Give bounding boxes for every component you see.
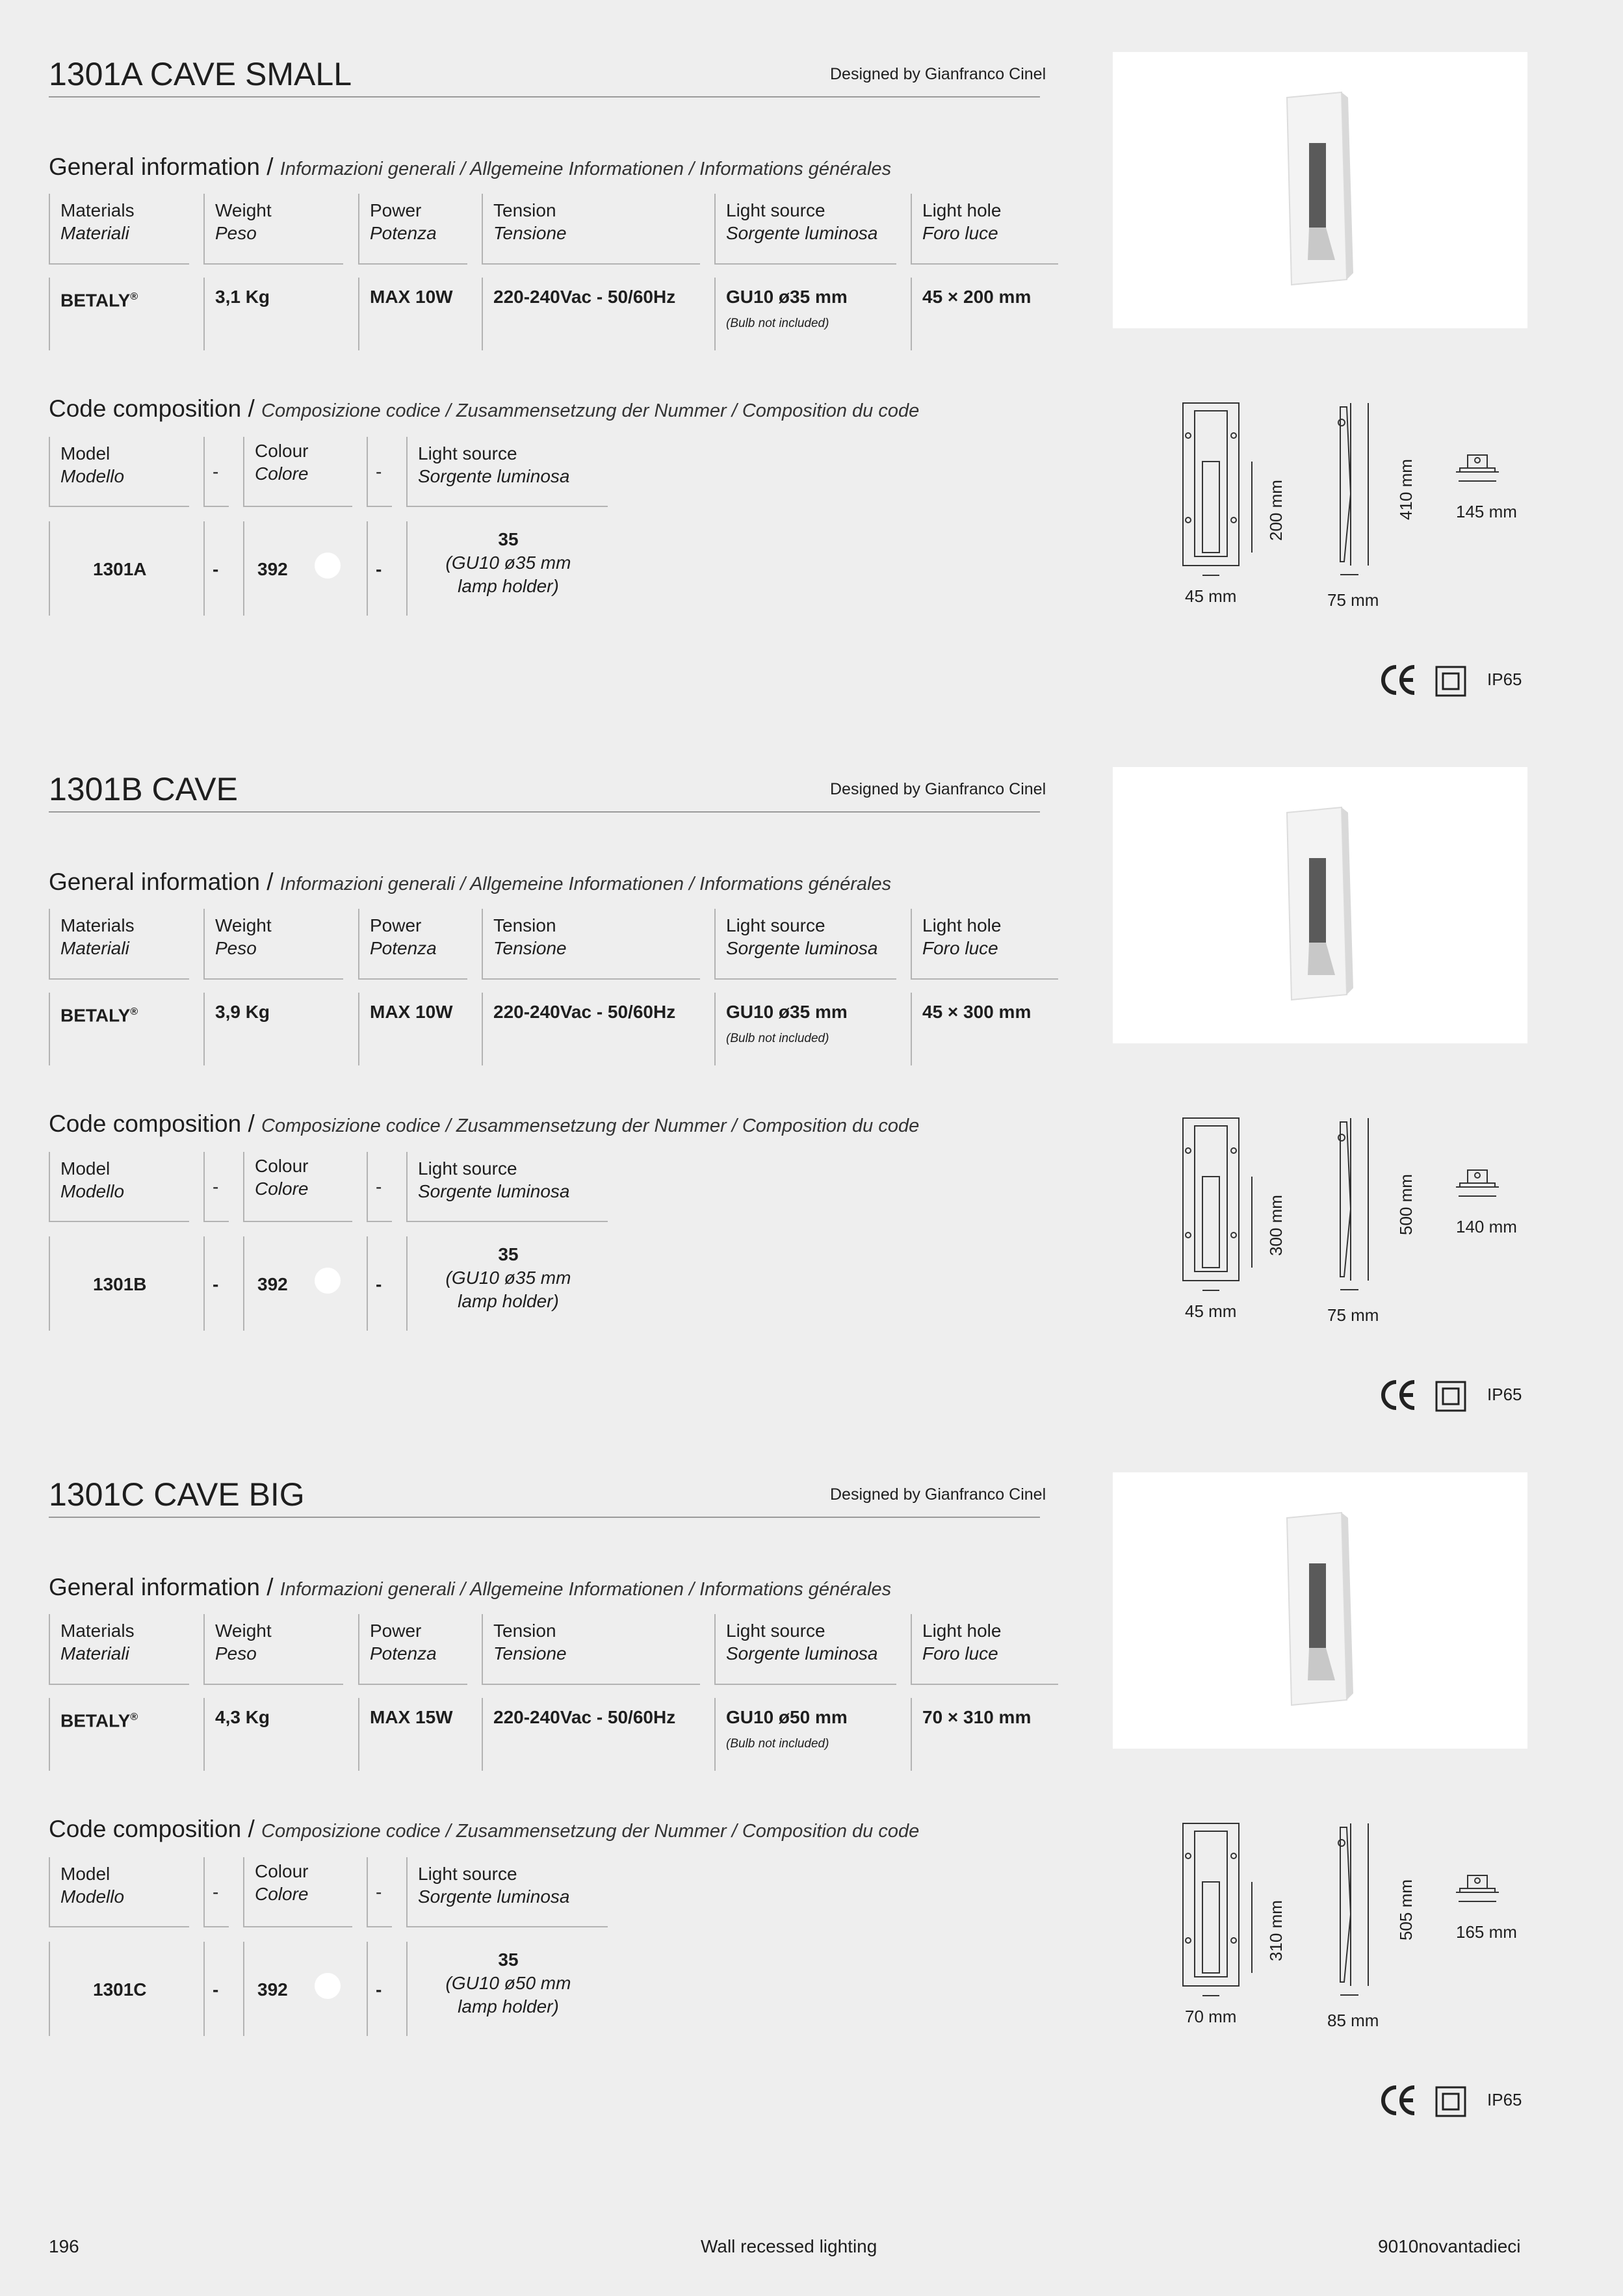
code-composition-subtitle: Composizione codice / Zusammensetzung der Nummer / Composition du code — [261, 400, 920, 421]
header-en: Light source — [726, 915, 825, 935]
light-source-code-block — [408, 1948, 609, 2018]
header-light-source — [714, 194, 896, 265]
header-en: Light source — [726, 200, 825, 220]
header-en: Light hole — [922, 915, 1002, 935]
value-light-hole: 45 × 200 mm — [911, 278, 1058, 350]
lamp-holder-line1: (GU10 ø35 mm — [445, 1268, 571, 1288]
colour-code: 392 — [257, 559, 288, 579]
light-source-code-block — [408, 528, 609, 598]
header-en: Power — [370, 200, 422, 220]
ce-mark-e — [1401, 667, 1414, 693]
certifications — [1377, 2083, 1468, 2119]
class2-inner — [1443, 673, 1459, 689]
designer-credit: Designed by Gianfranco Cinel — [830, 780, 1046, 798]
header-it: Sorgente luminosa — [726, 223, 878, 243]
side-view — [1338, 403, 1368, 575]
front-view — [1183, 403, 1252, 575]
header-it: Tensione — [493, 938, 567, 958]
light-source-code-cell — [406, 521, 608, 616]
separator-dash: - — [376, 1882, 382, 1902]
general-info-title: General information / — [49, 153, 274, 180]
header-power — [358, 1614, 467, 1685]
class2-icon — [1436, 1382, 1465, 1411]
front-width-label: 45 mm — [1185, 586, 1237, 606]
front-height-label: 300 mm — [1266, 1195, 1286, 1256]
ip-rating: IP65 — [1487, 2090, 1522, 2109]
value-light-hole: 45 × 300 mm — [911, 993, 1058, 1065]
header-en: Model — [60, 1158, 110, 1179]
separator-dash: - — [376, 462, 382, 482]
header-it: Foro luce — [922, 223, 998, 243]
lamp-holder-line2: lamp holder) — [458, 1996, 559, 2016]
value-power: MAX 10W — [358, 993, 467, 1065]
ip-rating: IP65 — [1487, 1385, 1522, 1404]
separator-cell — [367, 1857, 392, 1927]
header-it: Modello — [60, 1181, 125, 1201]
header-en: Light source — [418, 1158, 517, 1179]
depth-label: 145 mm — [1456, 502, 1517, 521]
product-photo-svg — [1113, 52, 1527, 328]
title-divider — [49, 96, 1040, 98]
header-model — [49, 1152, 189, 1222]
header-code-light-source — [406, 437, 608, 507]
ce-mark-e — [1401, 2087, 1414, 2113]
value-materials — [49, 278, 189, 350]
code-composition-subtitle: Composizione codice / Zusammensetzung der Nummer / Composition du code — [261, 1821, 920, 1842]
code-composition-heading — [49, 1816, 919, 1843]
header-en: Model — [60, 1864, 110, 1884]
title-divider — [49, 1517, 1040, 1518]
general-info-title: General information / — [49, 868, 274, 895]
side-width-label: 75 mm — [1327, 590, 1379, 610]
lamp-holder-line2: lamp holder) — [458, 576, 559, 596]
header-en: Light source — [726, 1621, 825, 1641]
header-code-light-source — [406, 1152, 608, 1222]
product-title: 1301C CAVE BIG — [49, 1476, 305, 1513]
side-view — [1338, 1118, 1368, 1290]
model-code: 1301A — [93, 559, 147, 579]
value-tension: 220-240Vac - 50/60Hz — [482, 993, 700, 1065]
light-source-value: GU10 ø50 mm — [726, 1707, 848, 1727]
header-light-hole — [911, 194, 1058, 265]
designer-credit: Designed by Gianfranco Cinel — [830, 1485, 1046, 1504]
value-light-hole: 70 × 310 mm — [911, 1698, 1058, 1771]
separator-dash: - — [213, 1979, 219, 2000]
value-power: MAX 10W — [358, 278, 467, 350]
header-weight — [203, 909, 343, 980]
separator-dash: - — [213, 462, 219, 482]
header-it: Foro luce — [922, 1643, 998, 1663]
header-it: Tensione — [493, 1643, 567, 1663]
code-composition-heading — [49, 395, 919, 423]
header-it: Potenza — [370, 1643, 437, 1663]
header-colour — [243, 1152, 352, 1222]
value-weight: 3,9 Kg — [203, 993, 343, 1065]
depth-label: 165 mm — [1456, 1922, 1517, 1942]
value-weight: 3,1 Kg — [203, 278, 343, 350]
side-view — [1338, 1823, 1368, 1995]
header-it: Potenza — [370, 938, 437, 958]
registered-mark: ® — [130, 1006, 138, 1017]
front-width-label: 45 mm — [1185, 1301, 1237, 1321]
header-materials — [49, 909, 189, 980]
header-en: Power — [370, 915, 422, 935]
header-weight — [203, 1614, 343, 1685]
lamp-holder-line1: (GU10 ø35 mm — [445, 553, 571, 573]
value-materials — [49, 993, 189, 1065]
header-it: Sorgente luminosa — [726, 938, 878, 958]
model-code: 1301C — [93, 1979, 147, 2000]
separator-dash: - — [213, 559, 219, 579]
colour-cell — [243, 521, 352, 616]
header-en: Light source — [418, 1864, 517, 1884]
separator-dash: - — [213, 1177, 219, 1197]
product-section — [0, 741, 1623, 1450]
colour-swatch — [315, 553, 341, 579]
header-en: Tension — [493, 915, 556, 935]
product-photo — [1113, 767, 1527, 1043]
header-en: Materials — [60, 915, 135, 935]
header-en: Weight — [215, 915, 272, 935]
class2-icon — [1436, 2087, 1465, 2116]
general-info-subtitle: Informazioni generali / Allgemeine Informationen / Informations générales — [279, 1579, 892, 1600]
general-info-title: General information / — [49, 1574, 274, 1600]
header-light-hole — [911, 909, 1058, 980]
value-light-source — [714, 993, 896, 1065]
separator-cell — [367, 1152, 392, 1222]
header-en: Weight — [215, 200, 272, 220]
header-it: Colore — [255, 463, 309, 484]
header-en: Tension — [493, 1621, 556, 1641]
material-value: BETALY — [60, 290, 131, 311]
separator-cell — [203, 1236, 229, 1331]
separator-cell — [203, 1857, 229, 1927]
separator-dash: - — [376, 1274, 382, 1294]
header-en: Materials — [60, 200, 135, 220]
value-tension: 220-240Vac - 50/60Hz — [482, 1698, 700, 1771]
header-it: Sorgente luminosa — [418, 466, 570, 486]
header-it: Peso — [215, 1643, 257, 1663]
model-cell — [49, 1942, 189, 2036]
separator-cell — [367, 1942, 392, 2036]
header-power — [358, 909, 467, 980]
header-en: Colour — [255, 441, 309, 461]
colour-cell — [243, 1236, 352, 1331]
code-composition-title: Code composition / — [49, 1110, 255, 1137]
code-composition-title: Code composition / — [49, 395, 255, 422]
bulb-note: (Bulb not included) — [726, 317, 829, 330]
product-section — [0, 26, 1623, 735]
front-width-label: 70 mm — [1185, 2007, 1237, 2026]
header-en: Light hole — [922, 200, 1002, 220]
designer-credit: Designed by Gianfranco Cinel — [830, 65, 1046, 83]
light-source-code-block — [408, 1243, 609, 1313]
registered-mark: ® — [130, 291, 138, 302]
bulb-note: (Bulb not included) — [726, 1737, 829, 1751]
header-it: Sorgente luminosa — [726, 1643, 878, 1663]
brand-name: 9010novantadieci — [1378, 2236, 1521, 2256]
product-photo — [1113, 1472, 1527, 1749]
separator-dash: - — [213, 1882, 219, 1902]
colour-swatch — [315, 1973, 341, 1999]
model-cell — [49, 1236, 189, 1331]
page-category: Wall recessed lighting — [701, 2236, 877, 2256]
top-view — [1456, 1170, 1499, 1196]
light-source-code-cell — [406, 1236, 608, 1331]
header-it: Tensione — [493, 223, 567, 243]
code-composition-heading — [49, 1110, 919, 1138]
header-colour — [243, 1857, 352, 1927]
header-it: Colore — [255, 1884, 309, 1904]
separator-dash: - — [376, 1177, 382, 1197]
registered-mark: ® — [130, 1712, 138, 1723]
header-en: Light hole — [922, 1621, 1002, 1641]
header-it: Materiali — [60, 938, 129, 958]
header-model — [49, 437, 189, 507]
product-photo — [1113, 52, 1527, 328]
header-it: Materiali — [60, 223, 129, 243]
header-it: Foro luce — [922, 938, 998, 958]
certifications — [1377, 1378, 1468, 1413]
page-number: 196 — [49, 2236, 79, 2256]
front-height-label: 200 mm — [1266, 480, 1286, 541]
product-photo-svg — [1113, 1472, 1527, 1749]
front-view — [1183, 1118, 1252, 1290]
header-en: Weight — [215, 1621, 272, 1641]
separator-cell — [367, 437, 392, 507]
light-source-code: 35 — [498, 1244, 519, 1264]
header-en: Colour — [255, 1156, 309, 1176]
bulb-note: (Bulb not included) — [726, 1032, 829, 1045]
title-divider — [49, 811, 1040, 813]
header-it: Colore — [255, 1179, 309, 1199]
light-source-value: GU10 ø35 mm — [726, 1002, 848, 1022]
fixture-slot — [1309, 858, 1326, 943]
material-value: BETALY — [60, 1005, 131, 1026]
header-it: Modello — [60, 466, 125, 486]
general-info-heading — [49, 153, 891, 181]
header-tension — [482, 1614, 700, 1685]
separator-dash: - — [213, 1274, 219, 1294]
header-tension — [482, 194, 700, 265]
colour-swatch — [315, 1268, 341, 1294]
header-it: Peso — [215, 223, 257, 243]
class2-icon — [1436, 667, 1465, 696]
material-value: BETALY — [60, 1710, 131, 1731]
header-light-source — [714, 1614, 896, 1685]
general-info-heading — [49, 868, 891, 896]
header-it: Sorgente luminosa — [418, 1886, 570, 1907]
side-width-label: 75 mm — [1327, 1305, 1379, 1325]
light-source-code: 35 — [498, 529, 519, 549]
top-view — [1456, 1875, 1499, 1901]
fixture-slot — [1309, 1563, 1326, 1648]
side-height-label: 500 mm — [1396, 1174, 1416, 1235]
light-source-value: GU10 ø35 mm — [726, 287, 848, 307]
product-title: 1301B CAVE — [49, 771, 238, 807]
header-colour — [243, 437, 352, 507]
header-power — [358, 194, 467, 265]
separator-dash: - — [376, 1979, 382, 2000]
light-source-code-cell — [406, 1942, 608, 2036]
header-en: Model — [60, 443, 110, 463]
product-photo-svg — [1113, 767, 1527, 1043]
value-weight: 4,3 Kg — [203, 1698, 343, 1771]
value-light-source — [714, 1698, 896, 1771]
colour-code: 392 — [257, 1274, 288, 1294]
value-power: MAX 15W — [358, 1698, 467, 1771]
header-model — [49, 1857, 189, 1927]
colour-code: 392 — [257, 1979, 288, 2000]
ce-mark-c — [1383, 667, 1396, 693]
value-tension: 220-240Vac - 50/60Hz — [482, 278, 700, 350]
general-info-subtitle: Informazioni generali / Allgemeine Informationen / Informations générales — [279, 874, 892, 894]
header-it: Modello — [60, 1886, 125, 1907]
front-view — [1183, 1823, 1252, 1996]
side-width-label: 85 mm — [1327, 2011, 1379, 2030]
header-en: Power — [370, 1621, 422, 1641]
header-materials — [49, 194, 189, 265]
front-height-label: 310 mm — [1266, 1900, 1286, 1961]
separator-cell — [367, 1236, 392, 1331]
class2-inner — [1443, 1389, 1459, 1404]
header-weight — [203, 194, 343, 265]
ce-mark-e — [1401, 1382, 1414, 1408]
side-height-label: 505 mm — [1396, 1879, 1416, 1940]
header-en: Light source — [418, 443, 517, 463]
separator-dash: - — [376, 559, 382, 579]
header-it: Sorgente luminosa — [418, 1181, 570, 1201]
separator-cell — [367, 521, 392, 616]
side-height-label: 410 mm — [1396, 459, 1416, 520]
header-en: Tension — [493, 200, 556, 220]
header-en: Colour — [255, 1861, 309, 1881]
separator-cell — [203, 1152, 229, 1222]
header-it: Potenza — [370, 223, 437, 243]
light-source-code: 35 — [498, 1950, 519, 1970]
ce-mark-c — [1383, 2087, 1396, 2113]
header-code-light-source — [406, 1857, 608, 1927]
product-title: 1301A CAVE SMALL — [49, 56, 352, 92]
depth-label: 140 mm — [1456, 1217, 1517, 1236]
colour-cell — [243, 1942, 352, 2036]
top-view — [1456, 455, 1499, 481]
header-materials — [49, 1614, 189, 1685]
separator-cell — [203, 521, 229, 616]
header-light-hole — [911, 1614, 1058, 1685]
lamp-holder-line1: (GU10 ø50 mm — [445, 1973, 571, 1993]
product-section — [0, 1446, 1623, 2155]
ce-mark-c — [1383, 1382, 1396, 1408]
value-materials — [49, 1698, 189, 1771]
model-cell — [49, 521, 189, 616]
separator-cell — [203, 1942, 229, 2036]
model-code: 1301B — [93, 1274, 147, 1294]
separator-cell — [203, 437, 229, 507]
certifications — [1377, 663, 1468, 698]
value-light-source — [714, 278, 896, 350]
ip-rating: IP65 — [1487, 670, 1522, 689]
code-composition-title: Code composition / — [49, 1816, 255, 1842]
code-composition-subtitle: Composizione codice / Zusammensetzung der Nummer / Composition du code — [261, 1115, 920, 1136]
fixture-slot — [1309, 143, 1326, 228]
header-light-source — [714, 909, 896, 980]
header-tension — [482, 909, 700, 980]
header-en: Materials — [60, 1621, 135, 1641]
class2-inner — [1443, 2094, 1459, 2109]
header-it: Peso — [215, 938, 257, 958]
lamp-holder-line2: lamp holder) — [458, 1291, 559, 1311]
general-info-heading — [49, 1574, 891, 1601]
general-info-subtitle: Informazioni generali / Allgemeine Informationen / Informations générales — [279, 159, 892, 179]
header-it: Materiali — [60, 1643, 129, 1663]
